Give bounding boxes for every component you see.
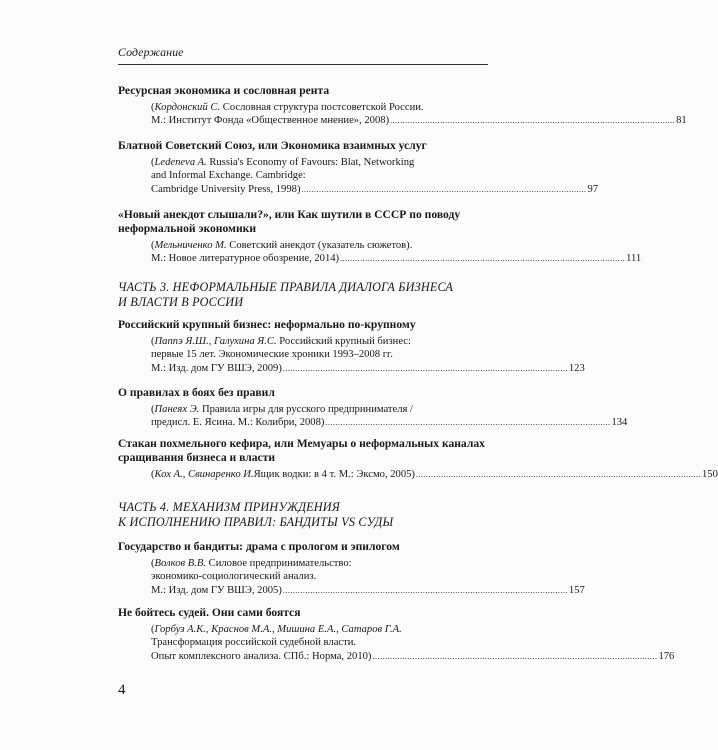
header-rule — [118, 64, 488, 65]
entry-ref-text: Советский анекдот (указатель сюжетов). — [226, 240, 413, 251]
running-title: Содержание — [118, 45, 184, 59]
entry-ref-last: предисл. Е. Ясина. М.: Колибри, 2008) — [151, 417, 325, 429]
entry-page-number: 81 — [676, 115, 687, 127]
entry-title: Блатной Советский Союз, или Экономика взаимных услуг — [118, 139, 427, 152]
entry-ref-line: первые 15 лет. Экономические хроники 1993–2008 гг. — [151, 349, 393, 361]
leader-dots: .................................................................................................................. — [372, 651, 658, 661]
entry-ref-line: экономико-социологический анализ. — [151, 571, 317, 583]
entry-ref-text: Силовое предпринимательство: — [206, 558, 352, 569]
entry-ref-last: Опыт комплексного анализа. СПб.: Норма, 2010) — [151, 650, 372, 662]
entry-page-number: 123 — [568, 362, 585, 374]
entry-ref-line: Трансформация российской судебной власти. — [151, 637, 357, 649]
leader-dots: .................................................................................................................. — [282, 363, 568, 373]
part-4-heading — [118, 500, 488, 530]
entry-author: Горбуз А.К., Краснов М.А., Мишина Е.А., Сатаров Г.А. — [154, 624, 402, 635]
entry-title: Государство и бандиты: драма с прологом и эпилогом — [118, 540, 400, 553]
part-heading-line: К ИСПОЛНЕНИЮ ПРАВИЛ: БАНДИТЫ VS СУДЫ — [118, 515, 394, 529]
toc-entry-2[interactable]: Блатной Советский Союз, или Экономика взаимных услуг (Ledeneva A. Russia's Economy of Favours: Blat, Networking and Informal Exchange. Cambridge: Cambridge University Press, 1998) .................................................................................................................. 97 — [118, 139, 599, 195]
entry-title: Не бойтесь судей. Они сами боятся — [118, 606, 301, 619]
part-heading-line: ЧАСТЬ 3. НЕФОРМАЛЬНЫЕ ПРАВИЛА ДИАЛОГА БИЗНЕСА — [118, 280, 454, 294]
entry-author: Панеях Э. — [154, 404, 200, 415]
entry-title-line-2: каналах сращивания бизнеса и власти — [118, 437, 485, 464]
entry-ref-last: М.: Изд. дом ГУ ВШЭ, 2009) — [151, 362, 282, 374]
entry-title: Ресурсная экономика и сословная рента — [118, 84, 330, 97]
entry-author: Волков В.В. — [154, 558, 206, 569]
entry-ref-last: М.: Институт Фонда «Общественное мнение», 2008) — [151, 115, 390, 127]
entry-page-number: 157 — [568, 584, 585, 596]
entry-ref-line: and Informal Exchange. Cambridge: — [151, 170, 306, 182]
leader-dots: .................................................................................................................. — [325, 418, 611, 428]
entry-author: Ledeneva A. — [154, 157, 207, 168]
leader-dots: .................................................................................................................. — [282, 585, 568, 595]
entry-page-number: 150 — [701, 469, 718, 480]
entry-title: Российский крупный бизнес: неформально по-крупному — [118, 318, 416, 331]
leader-dots: .................................................................................................................. — [390, 116, 676, 126]
toc-entry-1[interactable]: Ресурсная экономика и сословная рента (Кордонский С. Сословная структура постсоветской России. М.: Институт Фонда «Общественное мнение», 2008) .................................................................................................................. 81 — [118, 84, 687, 127]
leader-dots: .................................................................................................................. — [340, 254, 626, 264]
entry-ref-text: Правила игры для русского предпринимателя / — [199, 404, 414, 415]
entry-author: Кох А., Свинаренко И. — [154, 469, 254, 480]
entry-ref-last: Cambridge University Press, 1998) — [151, 183, 301, 195]
entry-page-number: 176 — [658, 650, 675, 662]
part-heading-line: И ВЛАСТИ В РОССИИ — [118, 295, 244, 309]
part-heading-line: ЧАСТЬ 4. МЕХАНИЗМ ПРИНУЖДЕНИЯ — [118, 500, 341, 514]
toc-entry-6[interactable]: Стакан похмельного кефира, или Мемуары о неформальных каналах сращивания бизнеса и власти ( Кох А., Свинаренко И. Ящик водки: в 4 т. М.: Эксмо, 2005) .................................................................................................................. 150 — [118, 437, 718, 480]
part-3-heading — [118, 280, 488, 310]
entry-title-line-2: по поводу неформальной экономики — [118, 208, 461, 235]
entry-title: «Новый анекдот слышали?», или Как шутили в СССР — [118, 208, 407, 221]
entry-title: Стакан похмельного кефира, или Мемуары о неформальных — [118, 437, 440, 450]
entry-ref-text: Сословная структура постсоветской России. — [220, 102, 424, 113]
entry-author: Кордонский С. — [154, 102, 221, 113]
toc-entry-7[interactable]: Государство и бандиты: драма с прологом и эпилогом (Волков В.В. Силовое предпринимательство: экономико-социологический анализ. М.: Изд. дом ГУ ВШЭ, 2005) .................................................................................................................. 157 — [118, 540, 585, 596]
page-number: 4 — [118, 682, 126, 698]
entry-ref-text: Ящик водки: в 4 т. М.: Эксмо, 2005) — [253, 469, 415, 480]
entry-ref-text: Russia's Economy of Favours: Blat, Networking — [206, 157, 415, 168]
entry-ref-last: М.: Изд. дом ГУ ВШЭ, 2005) — [151, 584, 282, 596]
toc-entry-8[interactable]: Не бойтесь судей. Они сами боятся (Горбуз А.К., Краснов М.А., Мишина Е.А., Сатаров Г.А. Трансформация российской судебной власти. Опыт комплексного анализа. СПб.: Норма, 2010) .................................................................................................................. 176 — [118, 606, 675, 662]
toc-entry-3[interactable]: «Новый анекдот слышали?», или Как шутили в СССР по поводу неформальной экономики (Мельниченко М. Советский анекдот (указатель сюжетов). М.: Новое литературное обозрение, 2014) .................................................................................................................. 111 — [118, 208, 642, 265]
entry-ref-last: М.: Новое литературное обозрение, 2014) — [151, 253, 340, 265]
entry-author: Паппэ Я.Ш., Галухина Я.С. — [154, 336, 277, 347]
entry-title: О правилах в боях без правил — [118, 386, 275, 399]
leader-dots: .................................................................................................................. — [415, 470, 701, 479]
leader-dots: .................................................................................................................. — [301, 184, 587, 194]
entry-page-number: 97 — [587, 183, 599, 195]
entry-author: Мельниченко М. — [154, 240, 227, 251]
entry-ref-text: Российский крупный бизнес: — [276, 336, 411, 347]
toc-entry-5[interactable]: О правилах в боях без правил (Панеях Э. Правила игры для русского предпринимателя / предисл. Е. Ясина. М.: Колибри, 2008) .................................................................................................................. 134 — [118, 386, 628, 429]
toc-entry-4[interactable]: Российский крупный бизнес: неформально по-крупному (Паппэ Я.Ш., Галухина Я.С. Российский крупный бизнес: первые 15 лет. Экономические хроники 1993–2008 гг. М.: Изд. дом ГУ ВШЭ, 2009) .................................................................................................................. 123 — [118, 318, 585, 374]
entry-page-number: 134 — [611, 417, 628, 429]
entry-page-number: 111 — [626, 253, 642, 265]
